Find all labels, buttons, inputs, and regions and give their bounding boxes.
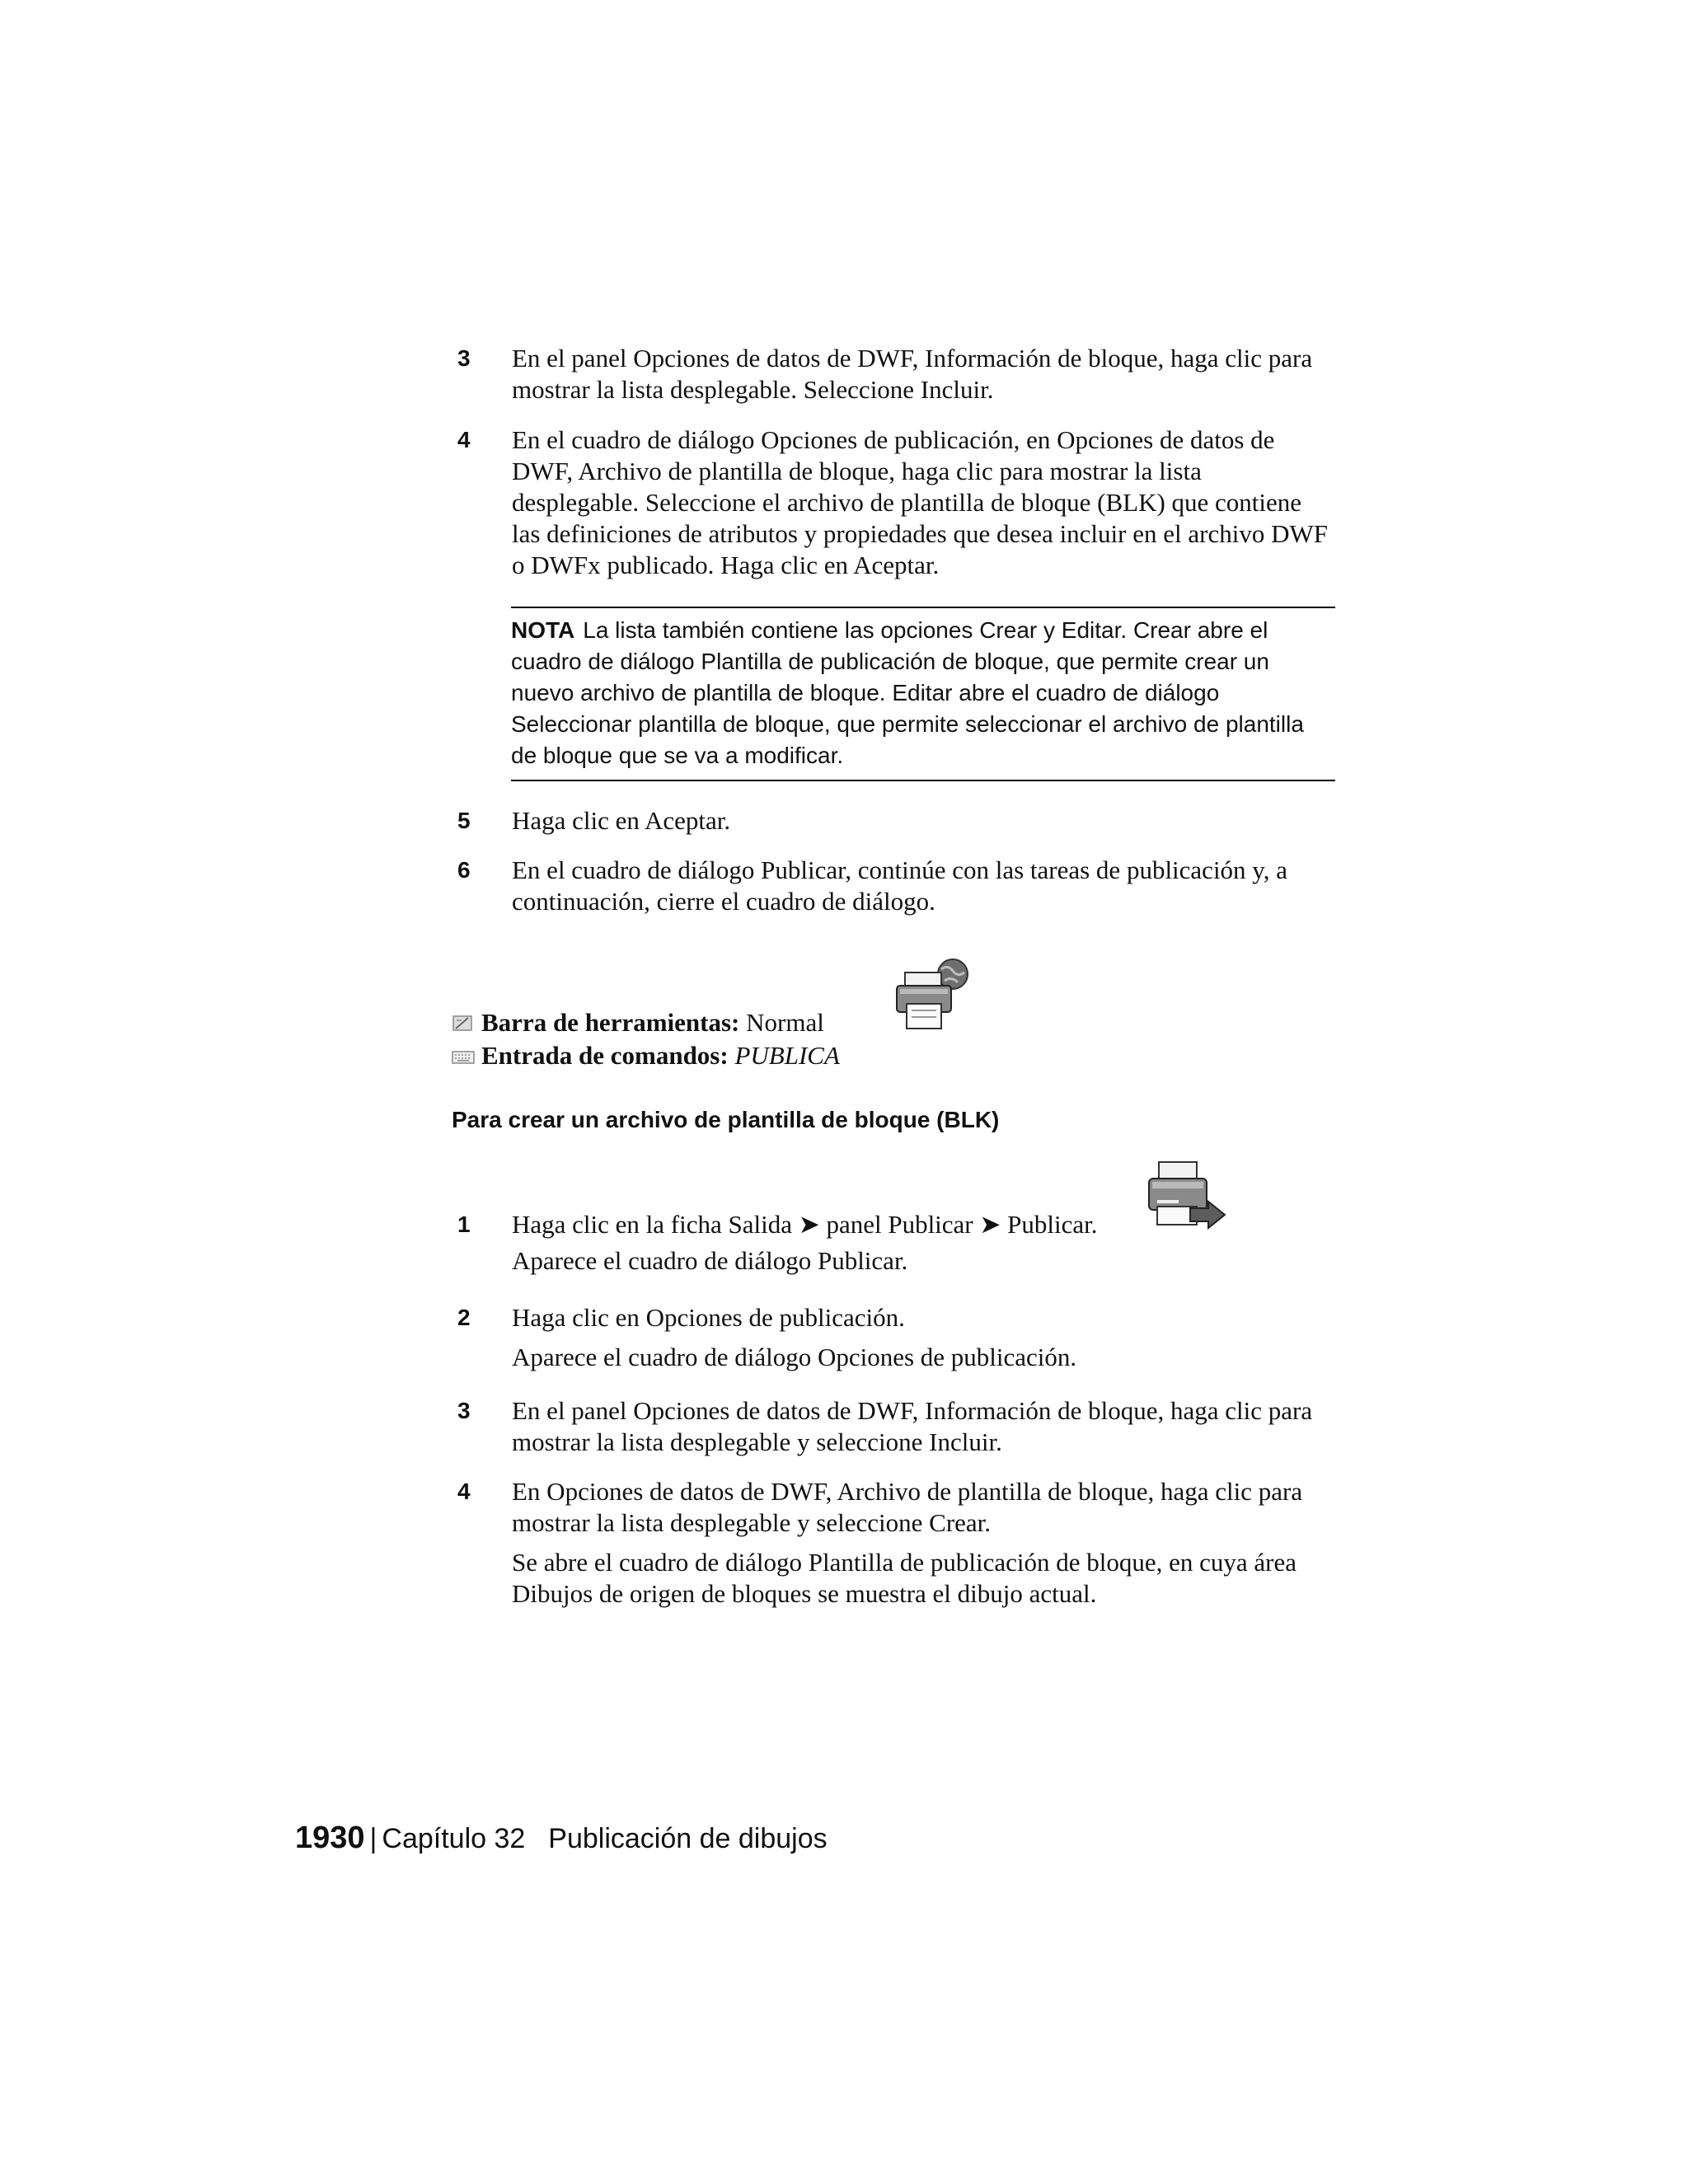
list-item: [457, 343, 1331, 405]
keyboard-icon: [452, 1047, 475, 1066]
command-entry: [452, 1040, 840, 1071]
step-number: 3: [457, 1398, 471, 1423]
step-number: 4: [457, 1479, 471, 1504]
publish-web-printer-icon: [895, 956, 978, 1035]
step-number: 2: [457, 1305, 471, 1330]
chapter-title: Publicación de dibujos: [548, 1823, 828, 1854]
list-item: [457, 855, 1331, 917]
step-result: Se abre el cuadro de diálogo Plantilla de publicación de bloque, en cuya área Dibujos de origen de bloques se muestra el dibujo actual.: [512, 1548, 1297, 1608]
note-label: NOTA: [511, 617, 575, 643]
step-result: Aparece el cuadro de diálogo Opciones de publicación.: [512, 1343, 1077, 1371]
step-text: En Opciones de datos de DWF, Archivo de plantilla de bloque, haga clic para mostrar la lista desplegable y seleccione Crear.: [512, 1477, 1303, 1537]
command-label: Entrada de comandos:: [481, 1041, 729, 1070]
toolbar-access: [452, 1007, 824, 1038]
note-text: La lista también contiene las opciones Crear y Editar. Crear abre el cuadro de diálogo Plantilla de publicación de bloque, que permite crear un nuevo archivo de plantilla de bloque. Editar abre el cuadro de diálogo Seleccionar plantilla de bloque, que permite seleccionar el archivo de plantilla de bloque que se va a modificar.: [511, 617, 1304, 768]
step-number: 4: [457, 427, 471, 452]
command-value: PUBLICA: [734, 1041, 840, 1070]
step-number: 5: [457, 808, 471, 833]
step-text: Haga clic en Aceptar.: [512, 806, 731, 835]
list-item: [457, 1302, 1331, 1373]
toolbar-value: Normal: [746, 1008, 824, 1037]
list-item: [457, 424, 1331, 581]
step-text: Haga clic en la ficha Salida ➤ panel Publicar ➤ Publicar.: [512, 1210, 1098, 1239]
note-box: [511, 607, 1335, 781]
list-item: [457, 1395, 1331, 1458]
page-footer: [295, 1820, 828, 1857]
step-text: Haga clic en Opciones de publicación.: [512, 1303, 905, 1332]
step-number: 1: [457, 1212, 471, 1237]
step-number: 6: [457, 857, 471, 883]
step-number: 3: [457, 345, 471, 371]
list-item: [457, 805, 1331, 837]
step-text: En el panel Opciones de datos de DWF, Información de bloque, haga clic para mostrar la lista desplegable y seleccione Incluir.: [512, 1396, 1313, 1456]
toolbar-icon: [452, 1014, 475, 1033]
list-item: [457, 1209, 1331, 1277]
toolbar-label: Barra de herramientas:: [481, 1008, 740, 1037]
list-item: [457, 1476, 1331, 1610]
step-text: En el cuadro de diálogo Opciones de publicación, en Opciones de datos de DWF, Archivo de plantilla de bloque, haga clic para mostrar la lista desplegable. Seleccione el archivo de plantilla de bloque (BLK) que contiene las definiciones de atributos y propiedades que desea incluir en el archivo DWF o DWFx publicado. Haga clic en Aceptar.: [512, 425, 1328, 579]
section-heading: Para crear un archivo de plantilla de bloque (BLK): [452, 1107, 1000, 1132]
page-number: 1930: [295, 1821, 365, 1855]
step-result: Aparece el cuadro de diálogo Publicar.: [512, 1246, 908, 1275]
footer-separator: |: [369, 1823, 377, 1854]
chapter-label: Capítulo 32: [382, 1823, 526, 1854]
step-text: En el panel Opciones de datos de DWF, Información de bloque, haga clic para mostrar la lista desplegable. Seleccione Incluir.: [512, 344, 1313, 404]
step-text: En el cuadro de diálogo Publicar, continúe con las tareas de publicación y, a continuación, cierre el cuadro de diálogo.: [512, 855, 1288, 916]
